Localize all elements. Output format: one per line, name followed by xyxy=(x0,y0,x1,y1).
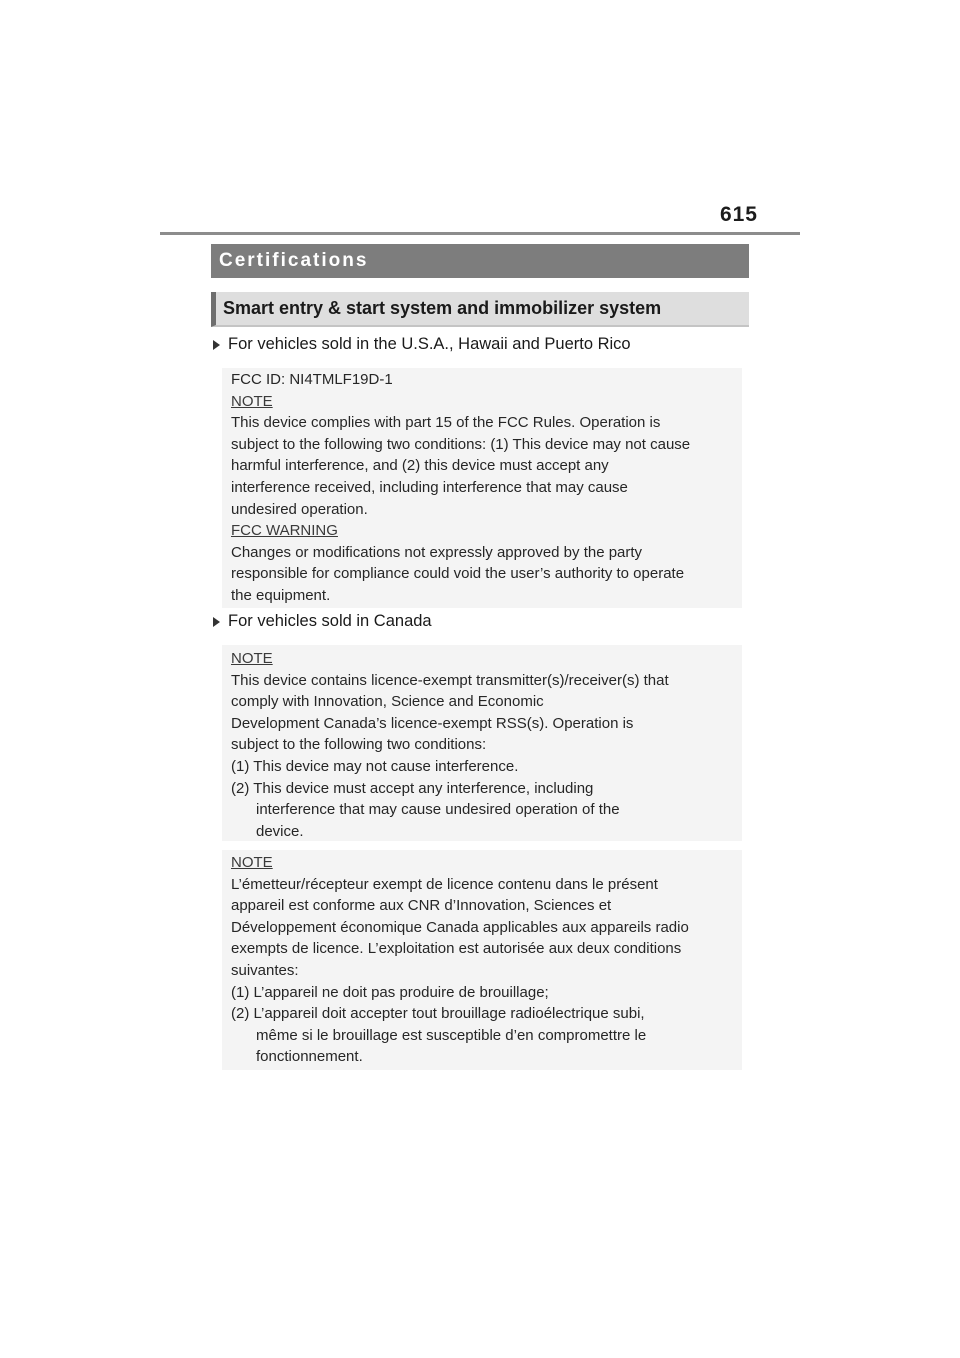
note-label: NOTE xyxy=(231,854,273,871)
subsection-title: Smart entry & start system and immobilizer system xyxy=(223,298,662,318)
note-line: subject to the following two conditions: xyxy=(231,736,487,754)
note-line: L’émetteur/récepteur exempt de licence contenu dans le présent xyxy=(231,875,658,893)
note-line: suivantes: xyxy=(231,961,299,979)
top-divider xyxy=(160,232,800,235)
note-line: interference received, including interference that may cause xyxy=(231,478,628,496)
fcc-id: FCC ID: NI4TMLF19D-1 xyxy=(231,371,393,388)
canada-english-box xyxy=(222,645,742,841)
warning-line: responsible for compliance could void the user’s authority to operate xyxy=(231,565,685,583)
note-line: appareil est conforme aux CNR d’Innovation, Sciences et xyxy=(231,897,612,915)
warning-line: Changes or modifications not expressly approved by the party xyxy=(231,543,643,561)
bullet-usa xyxy=(213,335,631,354)
condition-2-continued: fonctionnement. xyxy=(256,1048,363,1066)
note-line: Development Canada’s licence-exempt RSS(s). Operation is xyxy=(231,714,634,732)
note-line: harmful interference, and (2) this device must accept any xyxy=(231,457,609,475)
condition-1: (1) This device may not cause interference. xyxy=(231,757,519,775)
condition-2-continued: même si le brouillage est susceptible d’en compromettre le xyxy=(256,1026,647,1044)
condition-2-continued: device. xyxy=(256,822,304,840)
note-line: undesired operation. xyxy=(231,500,368,518)
note-label: NOTE xyxy=(231,392,273,410)
fcc-warning-label: FCC WARNING xyxy=(231,522,338,540)
section-header xyxy=(211,244,749,278)
note-line: Développement économique Canada applicables aux appareils radio xyxy=(231,918,689,936)
condition-2-continued: interference that may cause undesired operation of the xyxy=(256,801,620,819)
note-label: NOTE xyxy=(231,650,273,667)
section-title: Certifications xyxy=(219,250,369,271)
page-number: 615 xyxy=(719,203,758,226)
canada-french-box xyxy=(222,850,742,1070)
condition-2: (2) L’appareil doit accepter tout brouillage radioélectrique subi, xyxy=(231,1005,645,1023)
condition-1: (1) L’appareil ne doit pas produire de brouillage; xyxy=(231,983,549,1001)
triangle-bullet-icon xyxy=(213,340,220,350)
triangle-bullet-icon xyxy=(213,617,220,627)
warning-line: the equipment. xyxy=(231,586,331,604)
note-line: This device complies with part 15 of the FCC Rules. Operation is xyxy=(231,414,661,432)
note-line: This device contains licence-exempt transmitter(s)/receiver(s) that xyxy=(231,671,669,689)
note-line: comply with Innovation, Science and Economic xyxy=(231,693,544,711)
bullet-usa-text: For vehicles sold in the U.S.A., Hawaii and Puerto Rico xyxy=(228,335,631,353)
note-line: exempts de licence. L’exploitation est autorisée aux deux conditions xyxy=(231,940,682,958)
bullet-canada-text: For vehicles sold in Canada xyxy=(228,612,432,630)
subsection-header xyxy=(211,292,749,327)
condition-2: (2) This device must accept any interference, including xyxy=(231,779,594,797)
bullet-canada xyxy=(213,612,432,631)
note-line: subject to the following two conditions: (1) This device may not cause xyxy=(231,435,691,453)
usa-fcc-box xyxy=(222,368,742,608)
